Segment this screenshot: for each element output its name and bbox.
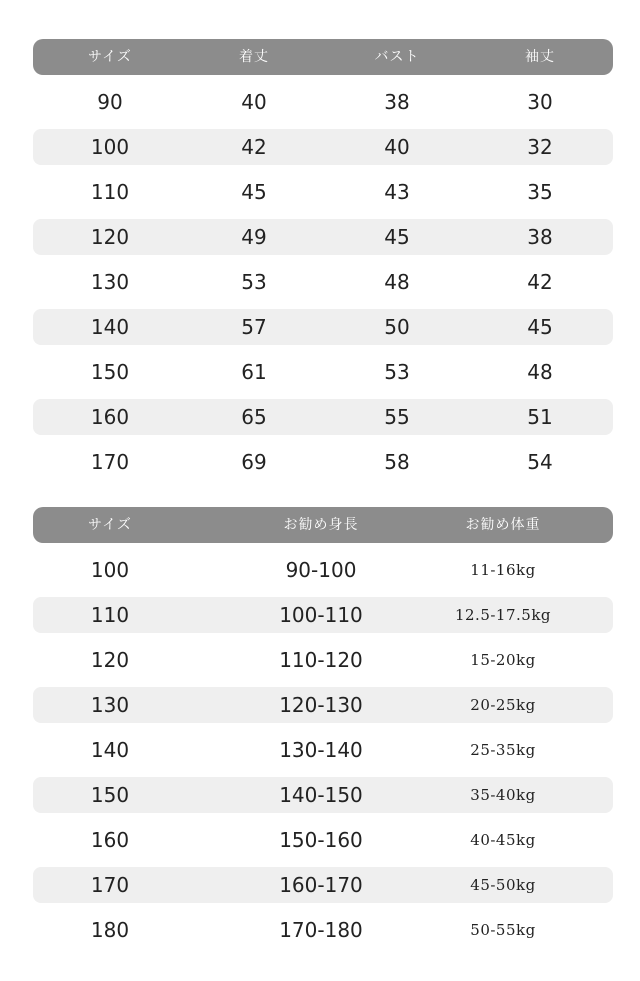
size-chart-header-bust: バスト: [374, 49, 420, 65]
recommended-cell-size: 100: [90, 558, 130, 582]
recommended-row: [33, 867, 613, 903]
size-chart-cell-size: 130: [90, 270, 130, 294]
size-chart-cell-length: 53: [241, 270, 267, 294]
size-chart-cell-bust: 58: [384, 450, 410, 474]
size-chart-cell-length: 65: [241, 405, 267, 429]
recommended-cell-weight: 35-40kg: [470, 786, 536, 804]
size-chart-cell-sleeve: 51: [527, 405, 553, 429]
recommended-cell-height: 100-110: [279, 603, 363, 627]
size-chart-row: [33, 444, 613, 480]
recommended-cell-size: 180: [90, 918, 130, 942]
recommended-cell-weight: 20-25kg: [470, 696, 536, 714]
recommended-cell-height: 140-150: [279, 783, 363, 807]
size-chart-cell-sleeve: 42: [527, 270, 553, 294]
size-chart-cell-size: 160: [90, 405, 130, 429]
size-chart-header-sleeve: 袖丈: [525, 49, 555, 65]
size-chart-cell-size: 170: [90, 450, 130, 474]
recommended-cell-size: 160: [90, 828, 130, 852]
recommended-header-height: お勧め身長: [283, 517, 359, 533]
recommended-cell-height: 160-170: [279, 873, 363, 897]
size-chart-cell-sleeve: 45: [527, 315, 553, 339]
recommended-cell-size: 120: [90, 648, 130, 672]
size-chart-cell-sleeve: 30: [527, 90, 553, 114]
size-chart-cell-size: 140: [90, 315, 130, 339]
size-chart-table: [33, 39, 613, 489]
recommended-cell-size: 140: [90, 738, 130, 762]
recommended-cell-weight: 25-35kg: [470, 741, 536, 759]
size-chart-cell-bust: 45: [384, 225, 410, 249]
recommended-row: [33, 822, 613, 858]
size-chart-row: [33, 84, 613, 120]
size-chart-cell-sleeve: 35: [527, 180, 553, 204]
size-chart-cell-length: 49: [241, 225, 267, 249]
recommended-cell-size: 130: [90, 693, 130, 717]
recommended-cell-size: 110: [90, 603, 130, 627]
recommended-cell-height: 110-120: [279, 648, 363, 672]
size-chart-cell-bust: 38: [384, 90, 410, 114]
recommended-row: [33, 597, 613, 633]
recommended-cell-height: 150-160: [279, 828, 363, 852]
recommended-header-row: [33, 507, 613, 543]
recommended-cell-weight: 40-45kg: [470, 831, 536, 849]
recommended-cell-height: 90-100: [285, 558, 357, 582]
size-chart-cell-length: 45: [241, 180, 267, 204]
recommended-row: [33, 687, 613, 723]
recommended-cell-height: 130-140: [279, 738, 363, 762]
size-chart-cell-length: 61: [241, 360, 267, 384]
size-chart-cell-sleeve: 32: [527, 135, 553, 159]
recommended-size-table: [33, 507, 613, 957]
size-chart-cell-size: 120: [90, 225, 130, 249]
recommended-cell-weight: 45-50kg: [470, 876, 536, 894]
size-chart-cell-bust: 50: [384, 315, 410, 339]
size-chart-row: [33, 399, 613, 435]
recommended-header-weight: お勧め体重: [465, 517, 541, 533]
size-chart-cell-sleeve: 48: [527, 360, 553, 384]
size-chart-cell-size: 90: [97, 90, 123, 114]
recommended-row: [33, 912, 613, 948]
size-chart-header-row: [33, 39, 613, 75]
size-chart-cell-sleeve: 38: [527, 225, 553, 249]
size-chart-cell-size: 150: [90, 360, 130, 384]
size-chart-row: [33, 219, 613, 255]
size-chart-cell-length: 69: [241, 450, 267, 474]
recommended-cell-weight: 12.5-17.5kg: [454, 606, 552, 624]
size-chart-row: [33, 174, 613, 210]
recommended-cell-weight: 11-16kg: [470, 561, 536, 579]
size-chart-cell-size: 100: [90, 135, 130, 159]
size-chart-header-size: サイズ: [88, 49, 132, 65]
size-chart-cell-bust: 43: [384, 180, 410, 204]
size-chart-cell-size: 110: [90, 180, 130, 204]
recommended-cell-height: 170-180: [279, 918, 363, 942]
recommended-cell-weight: 15-20kg: [470, 651, 536, 669]
size-chart-cell-sleeve: 54: [527, 450, 553, 474]
size-chart-cell-bust: 53: [384, 360, 410, 384]
size-chart-cell-length: 40: [241, 90, 267, 114]
recommended-header-size: サイズ: [88, 517, 132, 533]
recommended-row: [33, 777, 613, 813]
size-chart-header-length: 着丈: [239, 49, 269, 65]
size-chart-row: [33, 264, 613, 300]
recommended-row: [33, 642, 613, 678]
recommended-row: [33, 732, 613, 768]
size-chart-cell-bust: 55: [384, 405, 410, 429]
size-chart-cell-length: 42: [241, 135, 267, 159]
size-chart-row: [33, 309, 613, 345]
size-chart-row: [33, 354, 613, 390]
size-chart-row: [33, 129, 613, 165]
size-chart-cell-length: 57: [241, 315, 267, 339]
recommended-cell-size: 170: [90, 873, 130, 897]
recommended-row: [33, 552, 613, 588]
recommended-cell-weight: 50-55kg: [470, 921, 536, 939]
recommended-cell-height: 120-130: [279, 693, 363, 717]
size-chart-cell-bust: 48: [384, 270, 410, 294]
size-chart-cell-bust: 40: [384, 135, 410, 159]
recommended-cell-size: 150: [90, 783, 130, 807]
